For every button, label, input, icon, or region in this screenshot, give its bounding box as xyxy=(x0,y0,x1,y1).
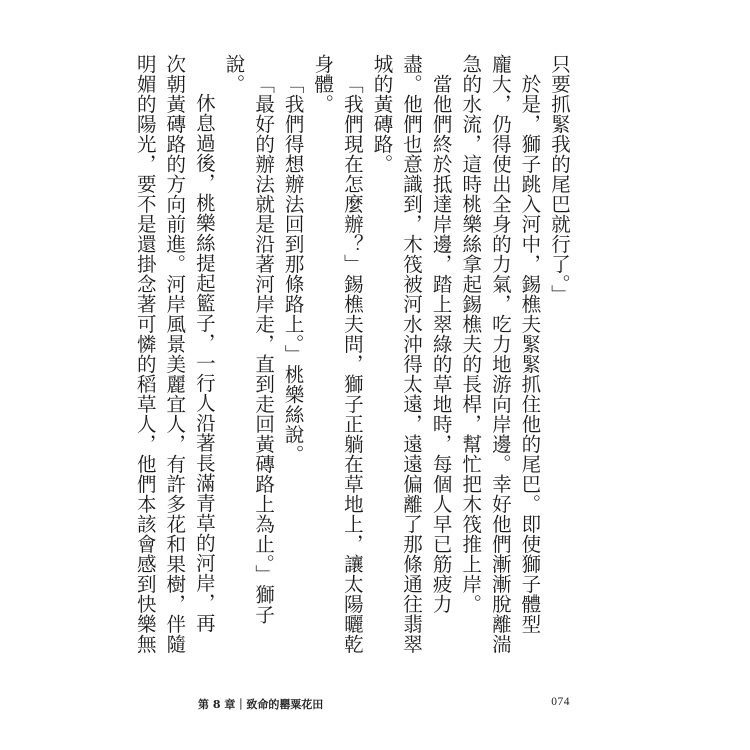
chapter-footer: 第 8 章｜致命的罌粟花田 xyxy=(198,698,324,711)
text-line: 明媚的陽光，要不是還掛念著可憐的稻草人，他們本該會感到快樂無 xyxy=(133,54,157,654)
text-line: 城的黃磚路。 xyxy=(370,54,394,174)
text-line: 「最好的辦法就是沿著河岸走，直到走回黃磚路上為止。」獅子 xyxy=(252,73,276,624)
text-line: 身體。 xyxy=(311,54,335,114)
text-line: 當他們終於抵達岸邊，踏上翠綠的草地時，每個人早已筋疲力 xyxy=(429,73,453,614)
text-line: 急的水流，這時桃樂絲拿起錫樵夫的長桿，幫忙把木筏推上岸。 xyxy=(459,54,483,614)
text-line: 只要抓緊我的尾巴就行了。」 xyxy=(548,54,571,305)
page-number: 074 xyxy=(551,696,570,708)
text-line: 於是，獅子跳入河中，錫樵夫緊緊抓住他的尾巴。即使獅子體型 xyxy=(518,73,542,634)
text-line: 「我們現在怎麼辦？」錫樵夫問，獅子正躺在草地上，讓太陽曬乾 xyxy=(340,73,364,654)
text-line: 龐大，仍得使出全身的力氣，吃力地游向岸邊。幸好他們漸漸脫離湍 xyxy=(488,54,512,654)
text-line: 「我們得想辦法回到那條路上。」桃樂絲說。 xyxy=(281,73,305,464)
text-line: 休息過後，桃樂絲提起籃子，一行人沿著長滿青草的河岸，再 xyxy=(192,93,216,633)
text-line: 次朝黃磚路的方向前進。河岸風景美麗宜人，有許多花和果樹，伴隨 xyxy=(163,54,187,654)
text-line: 說。 xyxy=(222,54,246,94)
vertical-text-block xyxy=(130,54,574,654)
text-line: 盡。他們也意識到，木筏被河水沖得太遠，遠遠偏離了那條通往翡翠 xyxy=(400,54,424,654)
